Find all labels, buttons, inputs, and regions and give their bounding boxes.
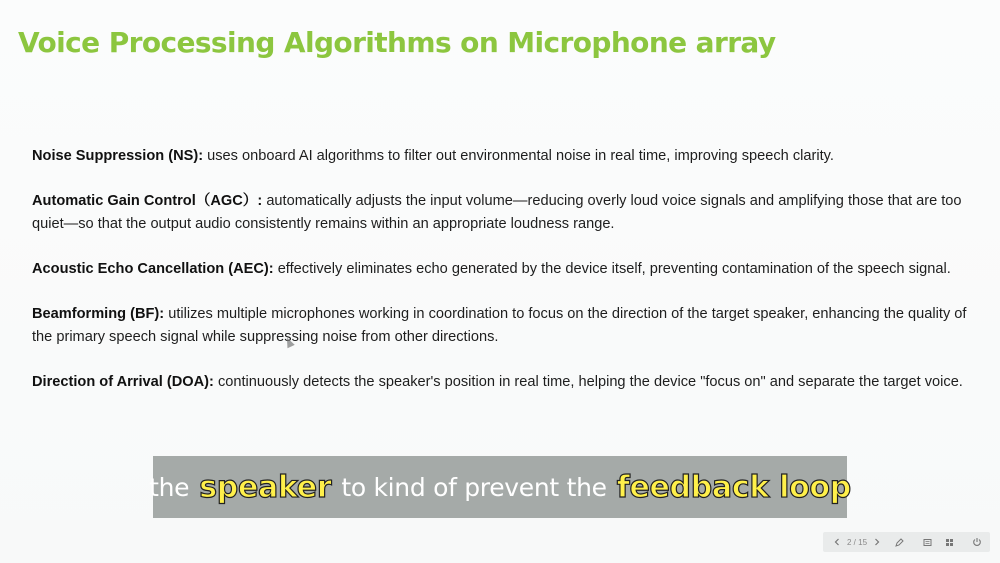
grid-view-button[interactable] xyxy=(941,534,957,550)
pen-icon xyxy=(895,538,904,547)
item-text: uses onboard AI algorithms to filter out environmental noise in real time, improving speech clarity. xyxy=(203,148,834,164)
caption-word-highlight: feedback loop xyxy=(616,469,851,505)
notes-button[interactable] xyxy=(919,534,935,550)
caption-word-highlight: speaker xyxy=(199,469,332,505)
item-term: Acoustic Echo Cancellation (AEC): xyxy=(32,261,274,277)
pen-tool-button[interactable] xyxy=(891,534,907,550)
power-icon xyxy=(972,537,982,547)
item-term: Noise Suppression (NS): xyxy=(32,148,204,164)
exit-presentation-button[interactable] xyxy=(969,534,985,550)
notes-icon xyxy=(923,538,932,547)
item-text: continuously detects the speaker's position in real time, helping the device "focus on" and separate the target voice. xyxy=(213,374,963,390)
item-text: effectively eliminates echo generated by the device itself, preventing contamination of the speech signal. xyxy=(273,261,951,277)
item-term: Beamforming (BF): xyxy=(32,306,165,322)
item-text: automatically adjusts the input volume—reducing overly loud voice signals and amplifying those that are too quiet—so that the output audio consistently remains within an appropriate loudness range. xyxy=(32,193,962,232)
item-term: Automatic Gain Control（AGC）: xyxy=(32,193,263,209)
chevron-right-icon xyxy=(873,538,881,546)
page-indicator: 2 / 15 xyxy=(847,537,868,547)
next-slide-button[interactable] xyxy=(869,534,885,550)
list-item xyxy=(32,145,977,168)
list-item xyxy=(32,190,977,236)
list-item xyxy=(32,371,977,394)
slide-content xyxy=(32,145,977,416)
caption-word: to kind of prevent the xyxy=(341,472,607,502)
list-item xyxy=(32,303,977,349)
slide-title: Voice Processing Algorithms on Microphone array xyxy=(18,26,776,59)
subtitle-caption xyxy=(149,456,851,518)
chevron-left-icon xyxy=(833,538,841,546)
item-term: Direction of Arrival (DOA): xyxy=(32,374,214,390)
previous-slide-button[interactable] xyxy=(829,534,845,550)
item-text: utilizes multiple microphones working in coordination to focus on the direction of the target speaker, enhancing the quality of the primary speech signal while suppressing noise from other directions. xyxy=(32,306,967,345)
grid-icon xyxy=(945,538,954,547)
list-item xyxy=(32,258,977,281)
caption-word: the xyxy=(149,472,190,502)
presentation-toolbar xyxy=(823,532,990,552)
